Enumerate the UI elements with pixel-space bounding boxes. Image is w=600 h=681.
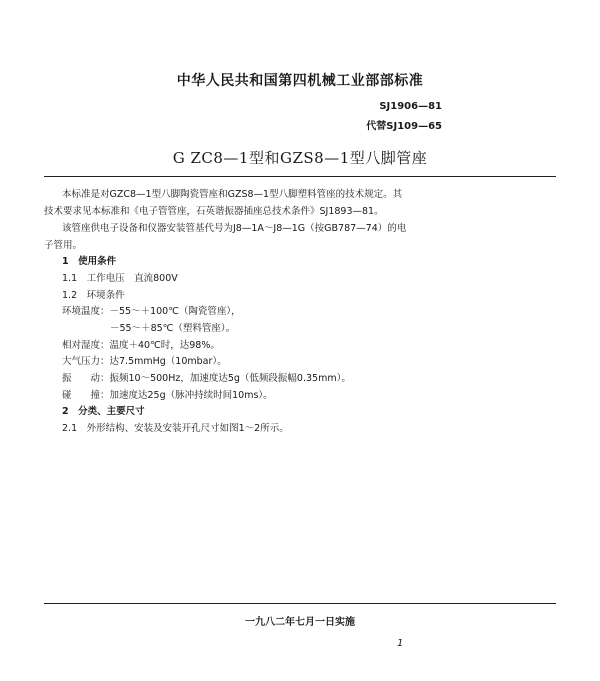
section-1-heading: 1 使用条件 [62, 256, 117, 267]
relative-humidity: 相对湿度：温度＋40℃时，达98%。 [62, 340, 220, 351]
standard-header-title: 中华人民共和国第四机械工业部部标准 [176, 73, 424, 89]
footer-divider [44, 603, 556, 604]
vibration: 振 动：振频10～500Hz，加速度达5g（低频段振幅0.35mm）。 [62, 373, 351, 384]
section-2-1: 2.1 外形结构、安装及安装开孔尺寸如图1～2所示。 [62, 423, 289, 434]
section-1-1: 1.1 工作电压 直流800V [62, 273, 178, 284]
ambient-temperature-line-1: 环境温度：－55～＋100℃（陶瓷管座）， [62, 306, 241, 317]
intro-paragraph-1-line-2: 技术要求见本标准和《电子管管座，石英谐振器插座总技术条件》SJ1893—81。 [44, 206, 384, 217]
supersedes-code: 代替SJ109—65 [366, 121, 442, 132]
intro-paragraph-2-line-1: 该管座供电子设备和仪器安装管基代号为J8—1A～J8—1G（按GB787—74）的电 [62, 223, 407, 234]
title-divider [44, 176, 556, 177]
intro-paragraph-1-line-1: 本标准是对GZC8—1型八脚陶瓷管座和GZS8—1型八脚塑料管座的技术规定。其 [62, 189, 403, 200]
section-1-2: 1.2 环境条件 [62, 290, 125, 301]
standard-code: SJ1906—81 [379, 101, 442, 112]
section-2-heading: 2 分类、主要尺寸 [62, 406, 145, 417]
atmospheric-pressure: 大气压力：达7.5mmHg（10mbar）。 [62, 356, 227, 367]
document-title: G ZC8—1型和GZS8—1型八脚管座 [172, 149, 428, 167]
page-number: 1 [397, 638, 404, 649]
shock: 碰 撞：加速度达25g（脉冲持续时间10ms）。 [62, 390, 273, 401]
ambient-temperature-line-2: －55～＋85℃（塑料管座）。 [110, 323, 236, 334]
intro-paragraph-2-line-2: 子管用。 [44, 240, 83, 251]
implementation-date: 一九八二年七月一日实施 [245, 617, 355, 628]
